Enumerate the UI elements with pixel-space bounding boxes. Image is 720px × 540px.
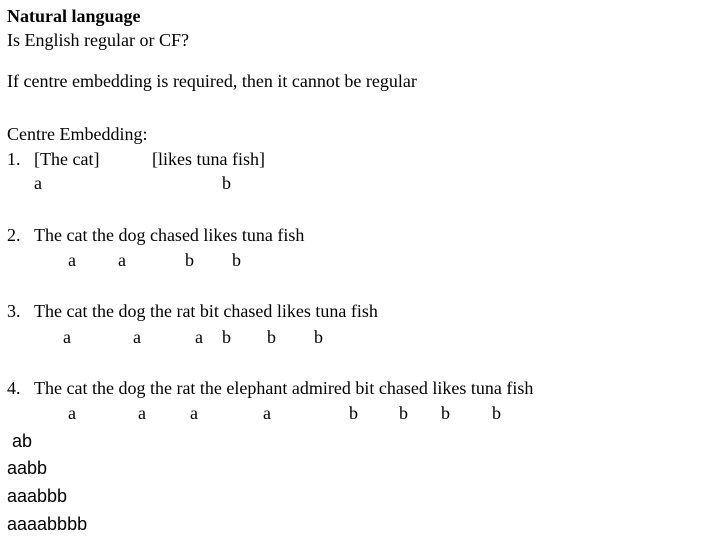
section-heading: Centre Embedding: (7, 124, 148, 144)
claim-text: If centre embedding is required, then it cannot be regular (7, 71, 417, 91)
example-1-predicate: [likes tuna fish] (152, 149, 265, 169)
example-1-label: a (34, 173, 42, 193)
example-1-label: b (222, 173, 231, 193)
example-3-label: b (267, 327, 276, 347)
example-2-number: 2. (7, 225, 21, 245)
example-4-label: b (492, 403, 501, 423)
example-2-label: a (118, 250, 126, 270)
example-4-number: 4. (7, 378, 21, 398)
example-1-subject: [The cat] (34, 149, 100, 169)
example-4-label: b (349, 403, 358, 423)
example-3-label: b (314, 327, 323, 347)
string-item: aaabbb (7, 486, 68, 506)
example-4-label: a (190, 403, 198, 423)
example-2-sentence: The cat the dog chased likes tuna fish (34, 225, 305, 245)
example-2-label: b (232, 250, 241, 270)
example-3-sentence: The cat the dog the rat bit chased likes tuna fish (34, 301, 378, 321)
question-text: Is English regular or CF? (7, 30, 189, 50)
example-4-label: a (68, 403, 76, 423)
example-3-label: a (63, 327, 71, 347)
example-4-label: a (138, 403, 146, 423)
example-3-label: b (222, 327, 231, 347)
string-item: ab (12, 431, 33, 451)
slide-title: Natural language (7, 6, 141, 26)
example-3-label: a (133, 327, 141, 347)
example-4-sentence: The cat the dog the rat the elephant admired bit chased likes tuna fish (34, 378, 534, 398)
string-item: aabb (7, 458, 48, 478)
example-3-number: 3. (7, 301, 21, 321)
example-4-label: a (263, 403, 271, 423)
example-1-number: 1. (7, 149, 21, 169)
example-4-label: b (399, 403, 408, 423)
example-2-label: b (185, 250, 194, 270)
example-4-label: b (441, 403, 450, 423)
example-3-label: a (195, 327, 203, 347)
example-2-label: a (68, 250, 76, 270)
string-item: aaaabbbb (7, 514, 88, 534)
